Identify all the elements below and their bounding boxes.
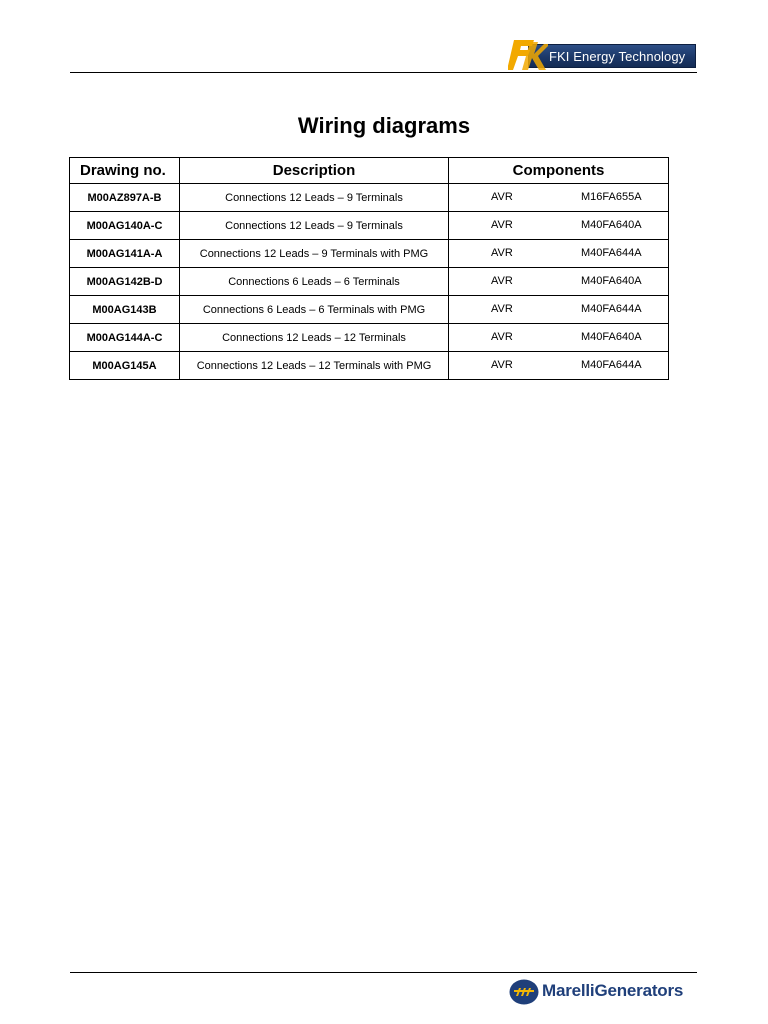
table-row <box>70 268 669 296</box>
marelli-emblem-icon <box>509 979 539 1005</box>
table-row <box>70 212 669 240</box>
description-cell: Connections 6 Leads – 6 Terminals with PMG <box>180 296 449 324</box>
component-label: AVR <box>491 247 513 259</box>
header-drawing-no: Drawing no. <box>70 158 180 184</box>
description-cell: Connections 12 Leads – 12 Terminals with PMG <box>180 352 449 380</box>
component-label: AVR <box>491 359 513 371</box>
components-cell <box>449 212 669 240</box>
table-header-row <box>70 158 669 184</box>
fki-logo <box>508 36 698 72</box>
marelli-brand-text: MarelliGenerators <box>542 981 684 1000</box>
part-number: M16FA655A <box>581 191 642 203</box>
table-row <box>70 240 669 268</box>
component-label: AVR <box>491 219 513 231</box>
header-description: Description <box>180 158 449 184</box>
table-row <box>70 324 669 352</box>
components-cell <box>449 240 669 268</box>
part-number: M40FA640A <box>581 275 642 287</box>
footer-rule <box>70 972 697 973</box>
description-cell: Connections 12 Leads – 9 Terminals <box>180 184 449 212</box>
marelli-generators-logo <box>509 978 699 1006</box>
fki-brand-text: FKI Energy Technology <box>528 44 696 68</box>
components-cell <box>449 324 669 352</box>
part-number: M40FA644A <box>581 247 642 259</box>
components-cell <box>449 352 669 380</box>
part-number: M40FA644A <box>581 303 642 315</box>
table-row <box>70 296 669 324</box>
description-cell: Connections 12 Leads – 9 Terminals with PMG <box>180 240 449 268</box>
part-number: M40FA640A <box>581 219 642 231</box>
table-row <box>70 352 669 380</box>
header-components: Components <box>449 158 669 184</box>
drawing-no-cell: M00AG144A-C <box>70 324 180 352</box>
description-cell: Connections 12 Leads – 9 Terminals <box>180 212 449 240</box>
description-cell: Connections 12 Leads – 12 Terminals <box>180 324 449 352</box>
drawing-no-cell: M00AG140A-C <box>70 212 180 240</box>
component-label: AVR <box>491 191 513 203</box>
component-label: AVR <box>491 303 513 315</box>
part-number: M40FA644A <box>581 359 642 371</box>
component-label: AVR <box>491 331 513 343</box>
drawing-no-cell: M00AZ897A-B <box>70 184 180 212</box>
components-cell <box>449 296 669 324</box>
part-number: M40FA640A <box>581 331 642 343</box>
page-title: Wiring diagrams <box>297 113 471 138</box>
wiring-diagrams-table <box>69 157 669 380</box>
drawing-no-cell: M00AG143B <box>70 296 180 324</box>
drawing-no-cell: M00AG142B-D <box>70 268 180 296</box>
drawing-no-cell: M00AG141A-A <box>70 240 180 268</box>
table-row <box>70 184 669 212</box>
header-rule <box>70 72 697 73</box>
components-cell <box>449 268 669 296</box>
component-label: AVR <box>491 275 513 287</box>
drawing-no-cell: M00AG145A <box>70 352 180 380</box>
fki-mark-icon <box>508 36 548 72</box>
description-cell: Connections 6 Leads – 6 Terminals <box>180 268 449 296</box>
components-cell <box>449 184 669 212</box>
